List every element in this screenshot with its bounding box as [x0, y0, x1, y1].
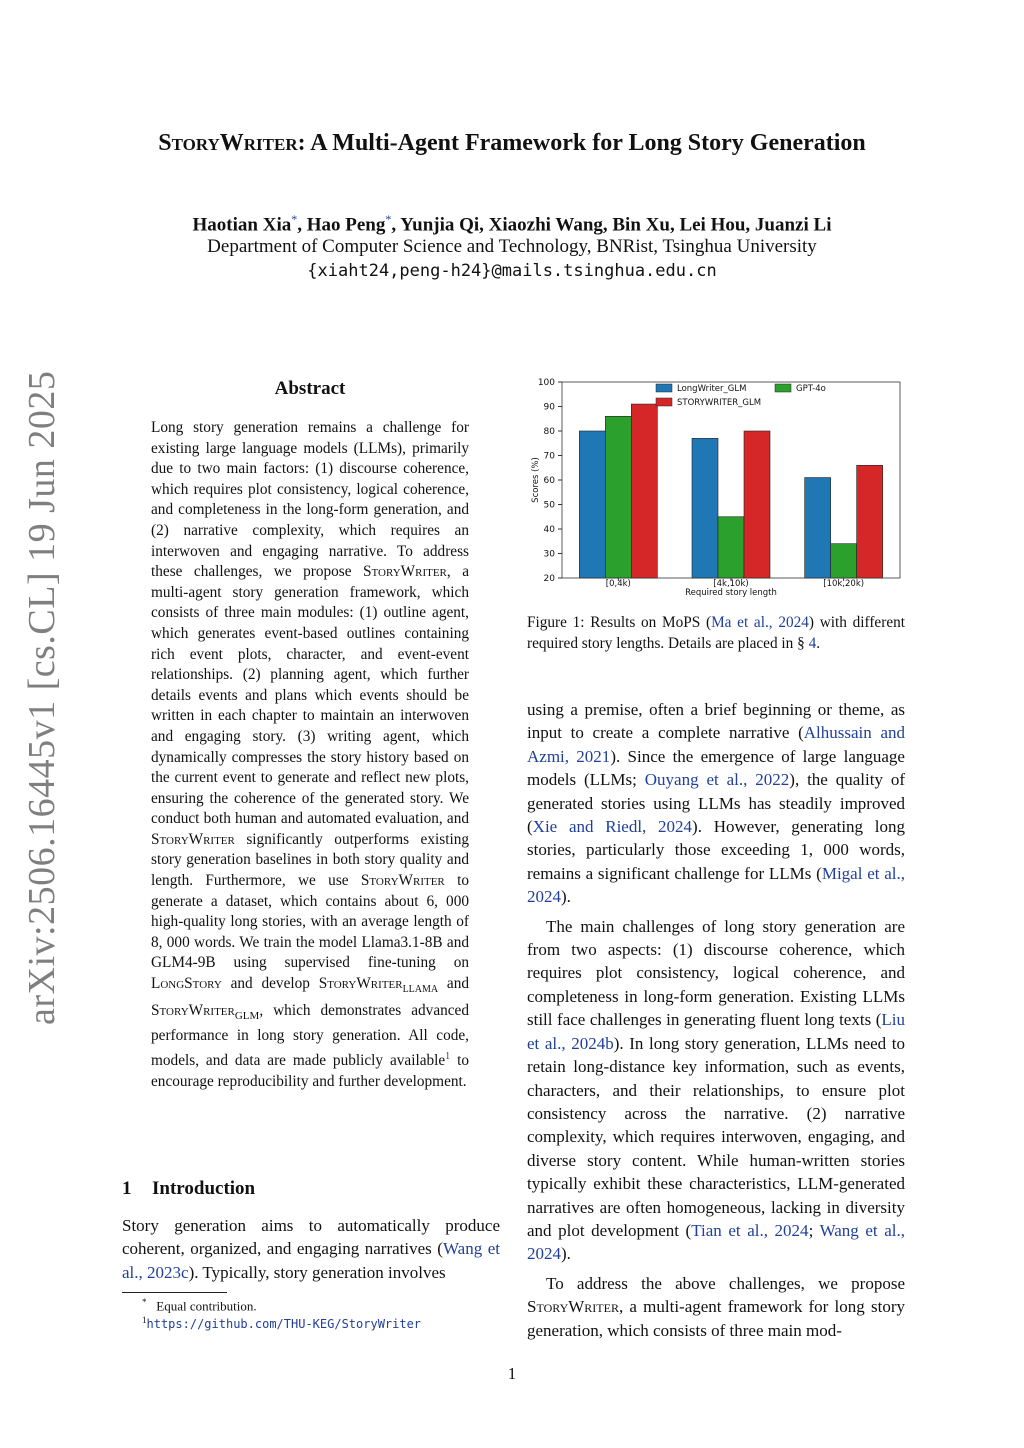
page-number: 1	[507, 1364, 517, 1383]
abstract-text: Long story generation remains a challenge for existing large language models (LLMs), primarily due to two main factors: (1) discourse coherence, which requires plot consistency, logical coherence, and completeness in the long-form generation, and (2) narrative complexity, which requires an interwoven and engaging narrative. To address these challenges, we propose	[151, 419, 469, 581]
body-text: using a premise, often a brief beginning or theme, as input to create a complete narrative (	[527, 700, 905, 743]
section-number: 1	[122, 1178, 132, 1199]
citation-link[interactable]: Xie and Riedl, 2024	[532, 817, 693, 837]
body-text: ). Since the emergence of large language models (LLMs;	[527, 746, 905, 790]
title-system-name: StoryWriter	[158, 130, 298, 156]
abstract-text: to generate a dataset, which contains about 6, 000 high-quality long stories, with an average length of 8, 000 words. We train the model Llama3.1-8B and GLM4-9B using supervised fine-tuning on	[151, 872, 469, 972]
body-text: ), the quality of generated stories using LLMs has steadily improved (	[527, 770, 905, 837]
abstract-text: , which demonstrates advanced performance in long story generation. All code, models, and data are made publicly available	[151, 1001, 469, 1069]
bar-longwriter-glm	[805, 478, 831, 578]
y-axis-label: Scores (%)	[531, 457, 541, 503]
body-text: The main challenges of long story generation are from two aspects: (1) discourse coherence, which requires plot consistency, logical coherence, and completeness in long-form generation. Existing LLMs still face challenges in generating fluent long texts (	[527, 916, 905, 1030]
caption-text: Figure 1: Results on MoPS (	[527, 614, 712, 631]
figure-1-bar-chart	[522, 372, 906, 602]
author-2: Hao Peng	[306, 214, 386, 236]
bar-longwriter-glm	[692, 438, 718, 578]
body-text: To address the above challenges, we propose	[546, 1273, 905, 1293]
footnote-equal-contribution	[142, 1297, 257, 1314]
y-tick-label: 30	[543, 549, 555, 560]
author-list: Haotian Xia*, Hao Peng*, Yunjia Qi, Xiaozhi Wang, Bin Xu, Lei Hou, Juanzi Li	[192, 212, 832, 236]
y-tick-label: 60	[543, 476, 555, 486]
paragraph-1	[527, 698, 905, 909]
system-name: StoryWriter	[151, 1001, 235, 1019]
bar-storywriter-glm	[857, 465, 883, 578]
system-name: StoryWriter	[527, 1297, 619, 1317]
arxiv-identifier-stamp: arXiv:2506.16445v1 [cs.CL] 19 Jun 2025	[21, 370, 63, 1025]
body-text: ). However, generating long stories, particularly those exceeding 1, 000 words, remains a significant challenge for LLMs (	[527, 817, 905, 883]
body-text: Story generation aims to automatically produce coherent, organized, and engaging narratives (	[122, 1216, 500, 1259]
x-tick-label: [10k,20k)	[823, 579, 865, 589]
bar-storywriter-glm	[744, 431, 770, 578]
y-tick-label: 80	[543, 427, 555, 437]
chart-canvas	[522, 372, 906, 602]
repository-url-link[interactable]: https://github.com/THU-KEG/StoryWriter	[146, 1317, 422, 1332]
legend-label: STORYWRITER_GLM	[677, 398, 762, 408]
y-tick-label: 90	[543, 402, 555, 413]
y-tick-label: 50	[543, 500, 555, 511]
abstract-heading: Abstract	[274, 378, 346, 399]
citation-link[interactable]: Tian et al., 2024	[691, 1220, 809, 1240]
paragraph-2	[527, 915, 905, 1266]
right-column-body	[527, 698, 905, 1348]
paper-title	[0, 130, 1024, 157]
body-text: ).	[561, 887, 571, 907]
system-name: StoryWriter	[151, 830, 235, 848]
abstract-text: significantly outperforms existing story generation baselines in both story quality and length. Furthermore, we use	[151, 830, 469, 890]
footnote-mark: 1	[142, 1315, 147, 1325]
author-others: Yunjia Qi, Xiaozhi Wang, Bin Xu, Lei Hou, Juanzi Li	[400, 214, 832, 236]
abstract-text: and	[438, 975, 469, 993]
footnote-text: Equal contribution.	[156, 1298, 257, 1314]
abstract-text: to encourage reproducibility and further development.	[151, 1052, 469, 1090]
section-reference-link[interactable]: 4	[808, 634, 817, 652]
body-text: , a multi-agent framework for long story generation, which consists of three main mod-	[527, 1297, 905, 1340]
system-name: StoryWriter	[318, 975, 403, 993]
legend-label: GPT-4o	[796, 384, 826, 394]
y-tick-label: 20	[543, 574, 555, 584]
abstract-text: , a multi-agent story generation framework, which consists of three main modules: (1) outline agent, which generates event-based outlines containing rich event plots, character, and event-event relationships. (2) planning agent, which further details events and plans which events should be written in each chapter to maintain an interwoven and engaging story. (3) writing agent, which dynamically compresses the story history based on the current event to generate and reflect new plots, ensuring the coherence of the generated story. We conduct both human and automated evaluation, and	[151, 563, 469, 828]
paragraph-3	[527, 1272, 905, 1342]
abstract-text: and develop	[221, 975, 319, 993]
legend-swatch	[656, 398, 672, 406]
citation-link[interactable]: Alhussain and Azmi, 2021	[527, 723, 905, 766]
citation-link[interactable]: Wang et al., 2023c	[122, 1239, 501, 1282]
author-1: Haotian Xia	[192, 214, 292, 236]
equal-contribution-mark: *	[291, 212, 298, 226]
figure-1-caption	[527, 613, 905, 654]
footnote-mark: *	[142, 1297, 147, 1307]
bar-gpt-4o	[831, 544, 857, 578]
dataset-name: LongStory	[151, 975, 222, 993]
bar-gpt-4o	[605, 416, 631, 578]
section-heading-introduction	[122, 1178, 502, 1200]
citation-link[interactable]: Liu et al., 2024b	[527, 1010, 905, 1053]
bar-storywriter-glm	[631, 404, 657, 578]
legend-swatch	[775, 384, 791, 392]
body-text: ). Typically, story generation involves	[188, 1262, 446, 1282]
body-text: ). In long story generation, LLMs need to retain long-distance key information, such as events, characters, and their relationships, to ensure plot consistency across the narrative. (2) narrative complexity, which requires interwoven, engaging, and diverse story content. While human-written stories typically exhibit these characteristics, LLM-generated narratives are often homogeneous, lacking in diversity and plot development (	[527, 1033, 905, 1240]
model-subscript: GLM	[234, 1009, 260, 1022]
system-name: StoryWriter	[360, 872, 445, 890]
x-tick-label: [4k,10k)	[713, 579, 749, 589]
author-email[interactable]: {xiaht24,peng-h24}@mails.tsinghua.edu.cn	[307, 261, 717, 281]
section-title: Introduction	[152, 1178, 256, 1199]
body-text: ;	[808, 1220, 820, 1240]
caption-text: ) with different required story lengths. Details are placed in §	[527, 614, 906, 652]
x-tick-label: [0,4k)	[605, 579, 631, 589]
model-subscript: LLAMA	[402, 984, 439, 996]
citation-link[interactable]: Migal et al., 2024	[527, 863, 905, 907]
citation-link[interactable]: Wang et al., 2024	[527, 1220, 905, 1264]
y-tick-label: 70	[543, 451, 555, 462]
affiliation: Department of Computer Science and Technology, BNRist, Tsinghua University	[207, 236, 817, 257]
citation-link[interactable]: Ma et al., 2024	[711, 614, 809, 631]
footnote-link[interactable]: 1	[445, 1050, 451, 1062]
intro-paragraph	[122, 1214, 500, 1284]
legend-swatch	[656, 384, 672, 392]
y-tick-label: 100	[537, 378, 555, 388]
bar-gpt-4o	[718, 517, 744, 578]
citation-link[interactable]: Ouyang et al., 2022	[644, 770, 790, 790]
footnote-divider	[122, 1292, 227, 1293]
system-name: StoryWriter	[363, 563, 447, 581]
equal-contribution-mark: *	[385, 212, 392, 226]
body-text: ).	[561, 1244, 571, 1264]
x-axis-label: Required story length	[685, 588, 777, 598]
bar-longwriter-glm	[579, 431, 605, 578]
caption-text: .	[816, 634, 821, 652]
legend-label: LongWriter_GLM	[677, 384, 747, 394]
y-tick-label: 40	[543, 525, 555, 535]
abstract-body	[151, 418, 469, 1092]
footnote-code-link	[142, 1315, 421, 1332]
title-rest: : A Multi-Agent Framework for Long Story Generation	[297, 130, 866, 156]
